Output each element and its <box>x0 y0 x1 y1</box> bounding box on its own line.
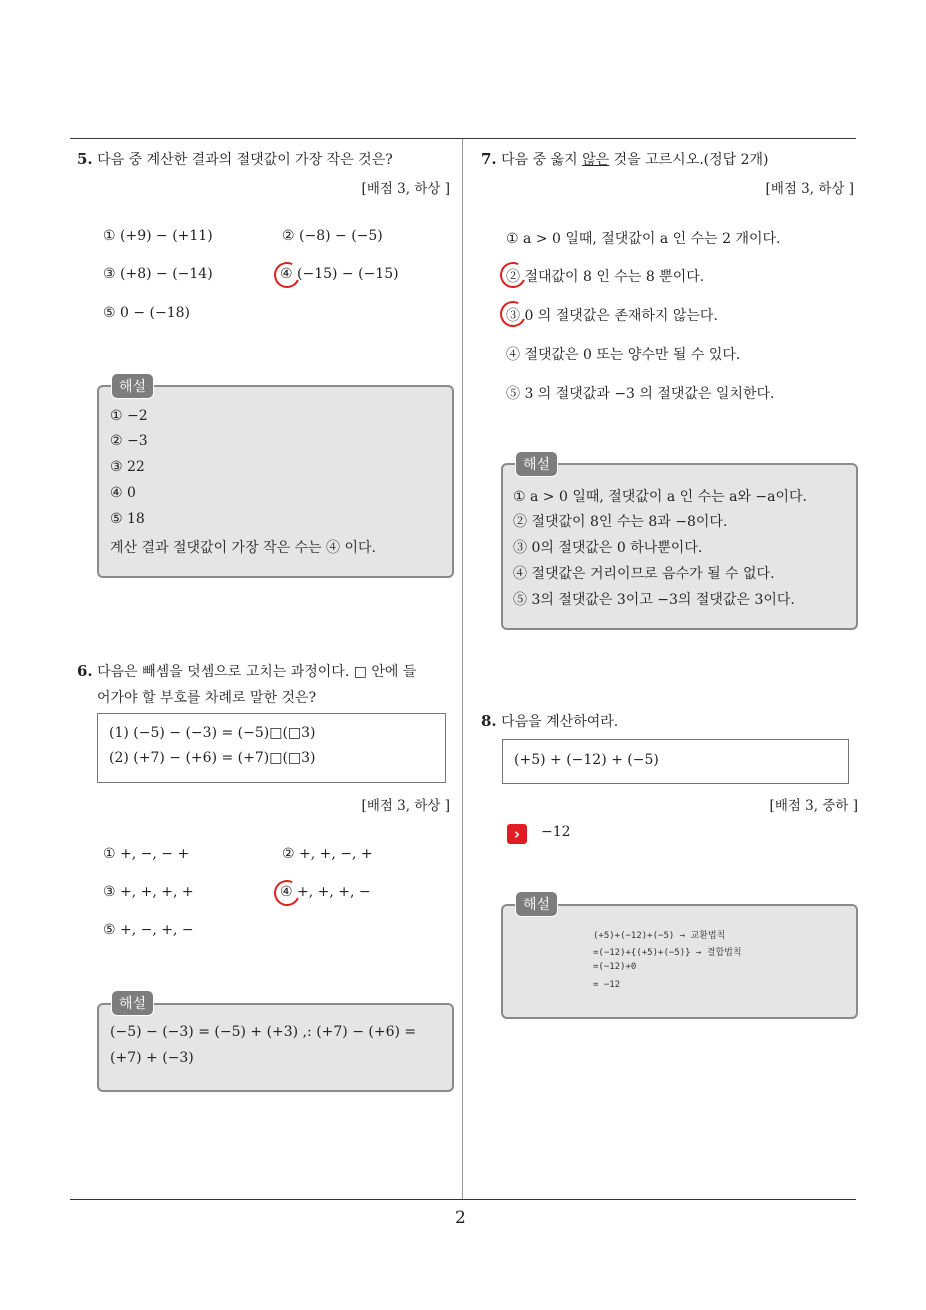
q5-solution-label: 해설 <box>111 373 154 399</box>
q7-number: 7. <box>481 150 497 168</box>
q7-sol-line-4: ④ 절댓값은 거리이므로 음수가 될 수 없다. <box>513 566 775 582</box>
q7-question-pre: 다음 중 옳지 <box>501 152 583 168</box>
q7-answer-mark-3 <box>496 297 529 330</box>
q5-option-2[interactable]: ② (−8) − (−5) <box>282 228 383 244</box>
arrow-right-icon[interactable]: › <box>507 824 527 844</box>
q8-sol-line-3: =(−12)+0 <box>593 962 637 972</box>
top-rule <box>70 138 856 139</box>
q7-solution-label: 해설 <box>515 451 558 477</box>
q5-sol-line-6: 계산 결과 절댓값이 가장 작은 수는 ④ 이다. <box>110 540 376 556</box>
q5-sol-line-1: ① −2 <box>110 408 148 424</box>
q6-question-line-1: 다음은 빼셈을 덧셈으로 고치는 과정이다. □ 안에 들 <box>97 664 417 680</box>
q6-header <box>77 658 457 711</box>
q6-number: 6. <box>77 662 93 680</box>
page-number: 2 <box>455 1208 466 1228</box>
q7-option-4[interactable]: ④ 절댓값은 0 또는 양수만 될 수 있다. <box>506 347 741 363</box>
q7-question-underlined: 않은 <box>582 152 610 168</box>
q7-header <box>481 146 769 173</box>
bottom-rule <box>70 1199 856 1200</box>
q6-option-2[interactable]: ② +, +, −, + <box>282 846 373 862</box>
q8-sol-line-1: (+5)+(−12)+(−5) → 교환법칙 <box>593 931 726 941</box>
q6-box-line-1: (1) (−5) − (−3) = (−5)□(□3) <box>109 725 316 741</box>
q6-option-3[interactable]: ③ +, +, +, + <box>103 884 194 900</box>
q5-header <box>77 146 393 173</box>
q7-question-post: 것을 고르시오.(정답 2개) <box>609 152 769 168</box>
q8-solution-box <box>501 904 858 1019</box>
q5-meta: [배점 3, 하상 ] <box>361 181 450 197</box>
q5-number: 5. <box>77 150 93 168</box>
q8-sol-line-2: =(−12)+{(+5)+(−5)} → 결합법칙 <box>593 948 742 958</box>
q7-sol-line-5: ⑤ 3의 절댓값은 3이고 −3의 절댓값은 3이다. <box>513 592 795 608</box>
q6-sol-line-2: (+7) + (−3) <box>110 1050 194 1066</box>
q6-answer-mark <box>270 876 303 909</box>
q7-option-2[interactable]: ② 절대값이 8 인 수는 8 뿐이다. <box>506 269 705 285</box>
q7-sol-line-3: ③ 0의 절댓값은 0 하나뿐이다. <box>513 540 703 556</box>
q7-option-5[interactable]: ⑤ 3 의 절댓값과 −3 의 절댓값은 일치한다. <box>506 386 775 402</box>
q5-option-5[interactable]: ⑤ 0 − (−18) <box>103 305 191 321</box>
q8-question: 다음을 계산하여라. <box>501 714 619 730</box>
q8-answer: −12 <box>541 824 571 840</box>
q8-solution-label: 해설 <box>515 891 558 917</box>
q7-option-3[interactable]: ③ 0 의 절댓값은 존재하지 않는다. <box>506 308 718 324</box>
q7-sol-line-1: ① a > 0 일때, 절댓값이 a 인 수는 a와 −a이다. <box>513 489 807 505</box>
q6-option-4[interactable]: ④ +, +, +, − <box>280 884 371 900</box>
q6-question-line-2: 어가야 할 부호를 차례로 말한 것은? <box>97 690 317 706</box>
q5-sol-line-2: ② −3 <box>110 433 148 449</box>
q6-option-1[interactable]: ① +, −, − + <box>103 846 190 862</box>
q5-sol-line-5: ⑤ 18 <box>110 511 145 527</box>
q5-option-4[interactable]: ④ (−15) − (−15) <box>280 266 399 282</box>
q5-answer-mark <box>270 258 303 291</box>
q6-box-line-2: (2) (+7) − (+6) = (+7)□(□3) <box>109 750 316 766</box>
q8-meta: [배점 3, 중하 ] <box>769 798 858 814</box>
q8-header <box>481 708 618 735</box>
q5-sol-line-3: ③ 22 <box>110 459 145 475</box>
q7-sol-line-2: ② 절댓값이 8인 수는 8과 −8이다. <box>513 514 728 530</box>
q7-option-1[interactable]: ① a > 0 일때, 절댓값이 a 인 수는 2 개이다. <box>506 231 781 247</box>
q6-sol-line-1: (−5) − (−3) = (−5) + (+3) ,: (+7) − (+6) = <box>110 1024 417 1040</box>
q5-option-3[interactable]: ③ (+8) − (−14) <box>103 266 213 282</box>
q7-meta: [배점 3, 하상 ] <box>765 181 854 197</box>
column-divider <box>462 139 463 1200</box>
q6-meta: [배점 3, 하상 ] <box>361 798 450 814</box>
q7-answer-mark-2 <box>496 258 529 291</box>
q6-option-5[interactable]: ⑤ +, −, +, − <box>103 922 194 938</box>
q6-solution-box <box>97 1003 454 1092</box>
q8-box-expression: (+5) + (−12) + (−5) <box>514 752 659 768</box>
q5-option-1[interactable]: ① (+9) − (+11) <box>103 228 213 244</box>
q6-problem-box <box>97 713 446 783</box>
q8-sol-line-4: = −12 <box>593 980 621 990</box>
q5-sol-line-4: ④ 0 <box>110 485 136 501</box>
q5-question: 다음 중 계산한 결과의 절댓값이 가장 작은 것은? <box>97 152 393 168</box>
q6-solution-label: 해설 <box>111 990 154 1016</box>
q8-number: 8. <box>481 712 497 730</box>
